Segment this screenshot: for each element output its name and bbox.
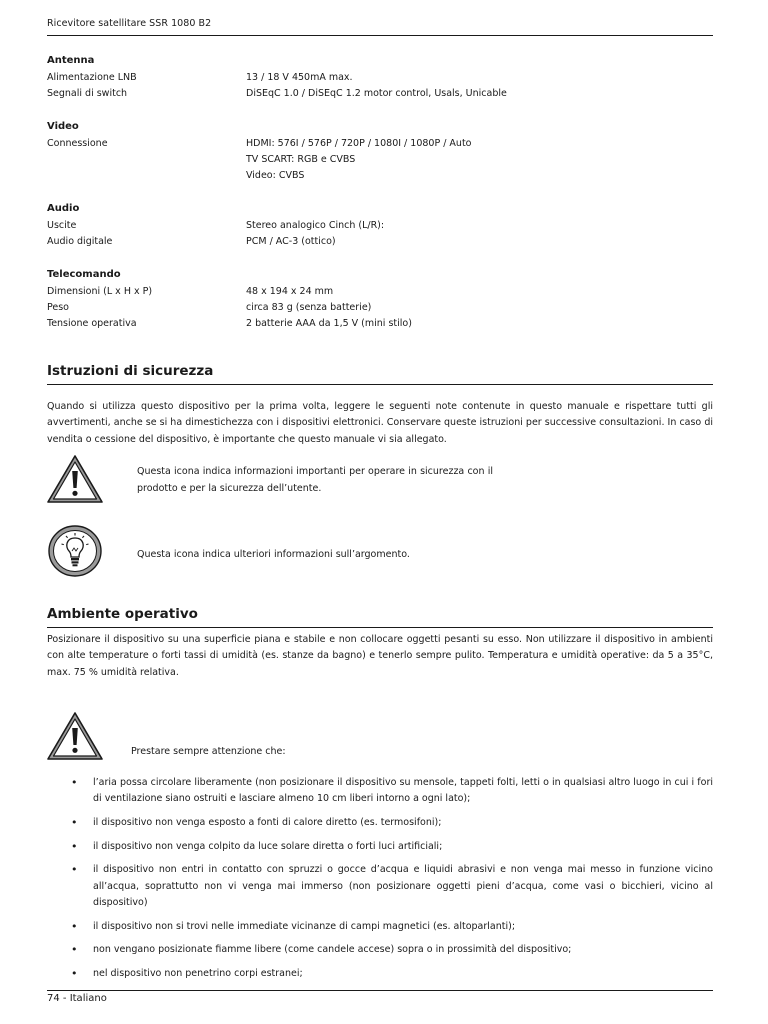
bullet-dot: • — [71, 967, 78, 981]
list-item-text: il dispositivo non venga esposto a fonti di calore diretto (es. termosifoni); — [93, 816, 442, 828]
spec-label: Peso — [47, 302, 69, 314]
environment-intro-paragraph: Posizionare il dispositivo su una superficie piana e stabile e non collocare oggetti pesanti su esso. Non utilizzare il dispositivo in ambienti con alte temperature o forti tassi di umidità (es. stanze da bagno) e tenerlo sempre pulito. Temperatura e umidità operative: da 5 a 35°C, max. 75 % umidità relativa. — [47, 634, 713, 678]
tip-icon-description: Questa icona indica ulteriori informazioni sull’argomento. — [137, 549, 410, 560]
spec-section — [47, 202, 713, 250]
bullet-dot: • — [71, 919, 78, 933]
spec-section — [47, 268, 713, 333]
warning-icon-description: Questa icona indica informazioni importanti per operare in sicurezza con il prodotto e per la sicurezza dell’utente. — [137, 466, 493, 494]
list-item-text: nel dispositivo non penetrino corpi estranei; — [93, 968, 303, 980]
spec-row — [47, 218, 713, 234]
list-item — [47, 839, 713, 855]
spec-row — [47, 86, 713, 102]
spec-label: Connessione — [47, 137, 108, 149]
list-item — [47, 942, 713, 958]
spec-value: Stereo analogico Cinch (L/R): — [246, 220, 385, 232]
spec-label: Dimensioni (L x H x P) — [47, 285, 153, 297]
list-item-text: non vengano posizionate fiamme libere (come candele accese) sopra o in prossimità del dispositivo; — [93, 944, 572, 956]
spec-values — [246, 86, 713, 102]
spec-value: circa 83 g (senza batterie) — [246, 302, 372, 314]
spec-values — [246, 284, 713, 300]
spec-section — [47, 120, 713, 185]
spec-row — [47, 316, 713, 332]
spec-value: TV SCART: RGB e CVBS — [246, 154, 356, 166]
page-header — [47, 16, 713, 36]
spec-label: Uscite — [47, 220, 77, 232]
spec-value: Video: CVBS — [246, 170, 305, 182]
spec-section-title: Video — [47, 120, 79, 132]
spec-row — [47, 300, 713, 316]
spec-values — [246, 136, 713, 185]
bullet-dot: • — [71, 943, 78, 957]
spec-value: PCM / AC-3 (ottico) — [246, 236, 336, 248]
spec-label: Alimentazione LNB — [47, 72, 137, 83]
spec-section-title: Telecomando — [47, 268, 121, 280]
spec-row — [47, 70, 713, 86]
list-item — [47, 966, 713, 982]
attention-intro-text: Prestare sempre attenzione che: — [131, 746, 286, 757]
spec-section-title: Audio — [47, 203, 80, 215]
spec-values — [246, 234, 713, 250]
warning-triangle-icon — [46, 711, 104, 763]
spec-label: Tensione operativa — [47, 318, 137, 330]
list-item — [47, 775, 713, 808]
spec-value: HDMI: 576I / 576P / 720P / 1080I / 1080P / Auto — [246, 137, 472, 149]
environment-heading: Ambiente operativo — [47, 606, 713, 628]
list-item-text: il dispositivo non venga colpito da luce solare diretta o forti luci artificiali; — [93, 840, 443, 852]
bullet-dot: • — [71, 839, 78, 853]
attention-bullet-list — [47, 775, 713, 990]
safety-heading: Istruzioni di sicurezza — [47, 363, 713, 385]
list-item — [47, 815, 713, 831]
bullet-dot: • — [71, 815, 78, 829]
spec-label: Audio digitale — [47, 236, 113, 248]
bullet-dot: • — [71, 863, 78, 877]
list-item-text: il dispositivo non si trovi nelle immediate vicinanze di campi magnetici (es. altoparlanti); — [93, 920, 516, 932]
spec-section — [47, 54, 713, 102]
spec-values — [246, 218, 713, 234]
spec-row — [47, 234, 713, 250]
spec-values — [246, 316, 713, 332]
list-item-text: l’aria possa circolare liberamente (non posizionare il dispositivo su mensole, tappeti folti, letti o in qualsiasi altro luogo in cui i fori di ventilazione siano ostruiti e lasciare almeno 10 cm liberi intorno a ogni lato); — [93, 777, 713, 805]
document-title: Ricevitore satellitare SSR 1080 B2 — [47, 18, 212, 29]
spec-row — [47, 136, 713, 185]
spec-value: DiSEqC 1.0 / DiSEqC 1.2 motor control, Usals, Unicable — [246, 88, 507, 100]
safety-intro-paragraph: Quando si utilizza questo dispositivo per la prima volta, leggere le seguenti note contenute in questo manuale e rispettare tutti gli avvertimenti, anche se si ha dimestichezza con i dispositivi elettronici. Conservare queste istruzioni per successive consultazioni. In caso di vendita o cessione del dispositivo, è importante che questo manuale vi sia allegato. — [47, 401, 713, 445]
spec-row — [47, 284, 713, 300]
spec-section-title: Antenna — [47, 55, 95, 66]
spec-values — [246, 300, 713, 316]
page-footer — [47, 990, 713, 1004]
technical-specs — [47, 54, 713, 350]
bullet-dot: • — [71, 776, 78, 789]
spec-value: 48 x 194 x 24 mm — [246, 285, 334, 297]
list-item — [47, 919, 713, 935]
spec-value: 2 batterie AAA da 1,5 V (mini stilo) — [246, 318, 412, 330]
list-item-text: il dispositivo non entri in contatto con spruzzi o gocce d’acqua e liquidi abrasivi e non venga mai messo in funzione vicino all’acqua, soprattutto non vi venga mai immerso (non posizionare oggetti pieni d’acqua, come vasi o bicchieri, vicino al dispositivo) — [93, 864, 713, 908]
spec-label: Segnali di switch — [47, 88, 128, 100]
lightbulb-tip-icon — [46, 524, 104, 579]
page-number-label: 74 - Italiano — [47, 993, 107, 1004]
warning-triangle-icon — [46, 454, 104, 506]
list-item — [47, 862, 713, 911]
spec-value: 13 / 18 V 450mA max. — [246, 72, 353, 83]
spec-values — [246, 70, 713, 86]
